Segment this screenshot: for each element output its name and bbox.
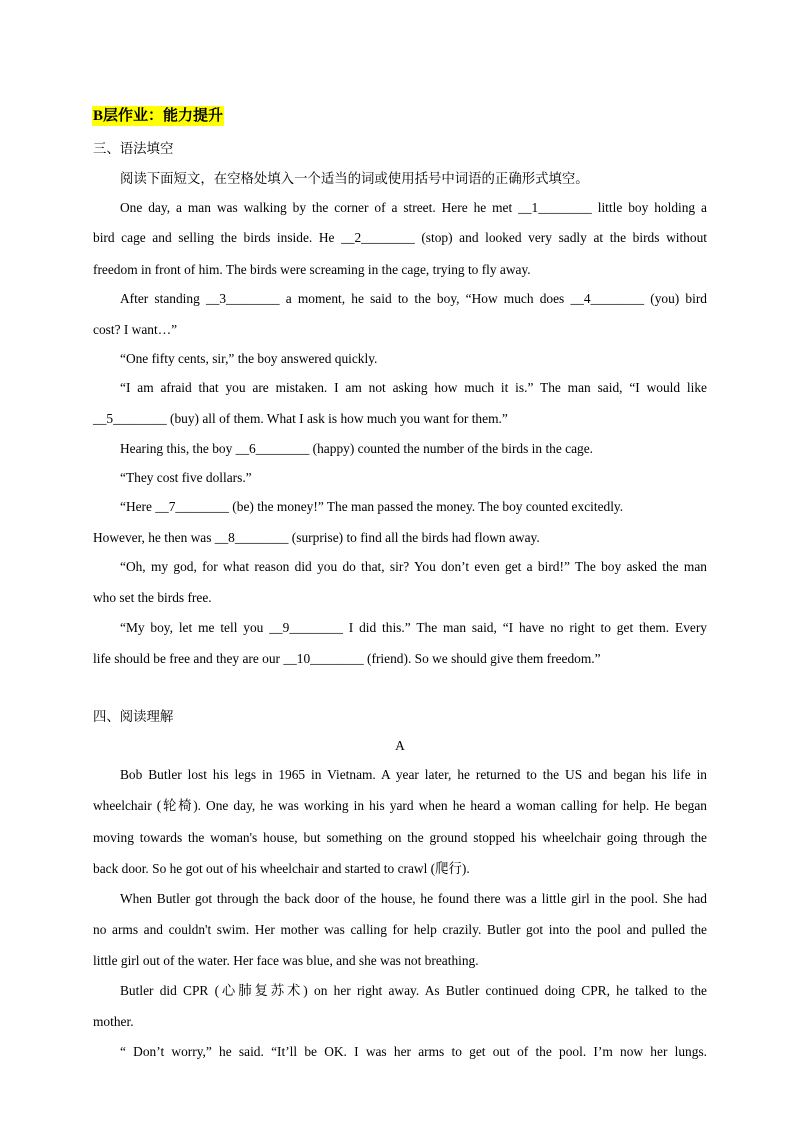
text-line: no arms and couldn't swim. Her mother was calling for help crazily. Butler got into the pool and pulled the <box>93 922 707 937</box>
text-line: “Here __7________ (be) the money!” The man passed the money. The boy counted excitedly. <box>120 499 624 514</box>
text-line: wheelchair (轮椅). One day, he was working in his yard when he heard a woman calling for help. He began <box>93 798 707 813</box>
text-line: “ Don’t worry,” he said. “It’ll be OK. I was her arms to get out of the pool. I’m now her lungs. <box>120 1044 707 1059</box>
section-3-title: 三、语法填空 <box>93 141 174 156</box>
text-line: who set the birds free. <box>93 590 212 605</box>
text-line: “They cost five dollars.” <box>120 470 252 485</box>
text-line: mother. <box>93 1014 134 1029</box>
text-line: However, he then was __8________ (surprise) to find all the birds had flown away. <box>93 530 540 545</box>
text-line: bird cage and selling the birds inside. He __2________ (stop) and looked very sadly at the birds without <box>93 230 707 245</box>
text-line: “My boy, let me tell you __9________ I did this.” The man said, “I have no right to get them. Every <box>120 620 707 635</box>
text-line: freedom in front of him. The birds were screaming in the cage, trying to fly away. <box>93 262 531 277</box>
section-b-heading: B层作业：能力提升 <box>93 108 224 124</box>
section-4-title: 四、阅读理解 <box>93 709 174 724</box>
text-line: “I am afraid that you are mistaken. I am not asking how much it is.” The man said, “I would like <box>120 380 707 395</box>
text-line: One day, a man was walking by the corner of a street. Here he met __1________ little boy holding a <box>120 200 707 215</box>
text-line: When Butler got through the back door of the house, he found there was a little girl in the pool. She had <box>120 891 707 906</box>
text-line: back door. So he got out of his wheelchair and started to crawl (爬行). <box>93 861 470 876</box>
text-line: moving towards the woman's house, but something on the ground stopped his wheelchair going through the <box>93 830 707 845</box>
text-line: “One fifty cents, sir,” the boy answered quickly. <box>120 351 378 366</box>
section-3-instruction: 阅读下面短文，在空格处填入一个适当的词或使用括号中词语的正确形式填空。 <box>120 171 589 186</box>
text-line: After standing __3________ a moment, he said to the boy, “How much does __4________ (you) bird <box>120 291 707 306</box>
text-line: __5________ (buy) all of them. What I ask is how much you want for them.” <box>93 411 508 426</box>
text-line: life should be free and they are our __10________ (friend). So we should give them freedom.” <box>93 651 601 666</box>
text-line: cost? I want…” <box>93 322 178 337</box>
text-line: Bob Butler lost his legs in 1965 in Vietnam. A year later, he returned to the US and began his life in <box>120 767 707 782</box>
text-line: Butler did CPR (心肺复苏术) on her right away. As Butler continued doing CPR, he talked to the <box>120 983 707 998</box>
text-line: Hearing this, the boy __6________ (happy) counted the number of the birds in the cage. <box>120 441 594 456</box>
text-line: “Oh, my god, for what reason did you do that, sir? You don’t even get a bird!” The boy asked the man <box>120 559 707 574</box>
text-line: little girl out of the water. Her face was blue, and she was not breathing. <box>93 953 479 968</box>
passage-label: A <box>395 738 405 753</box>
